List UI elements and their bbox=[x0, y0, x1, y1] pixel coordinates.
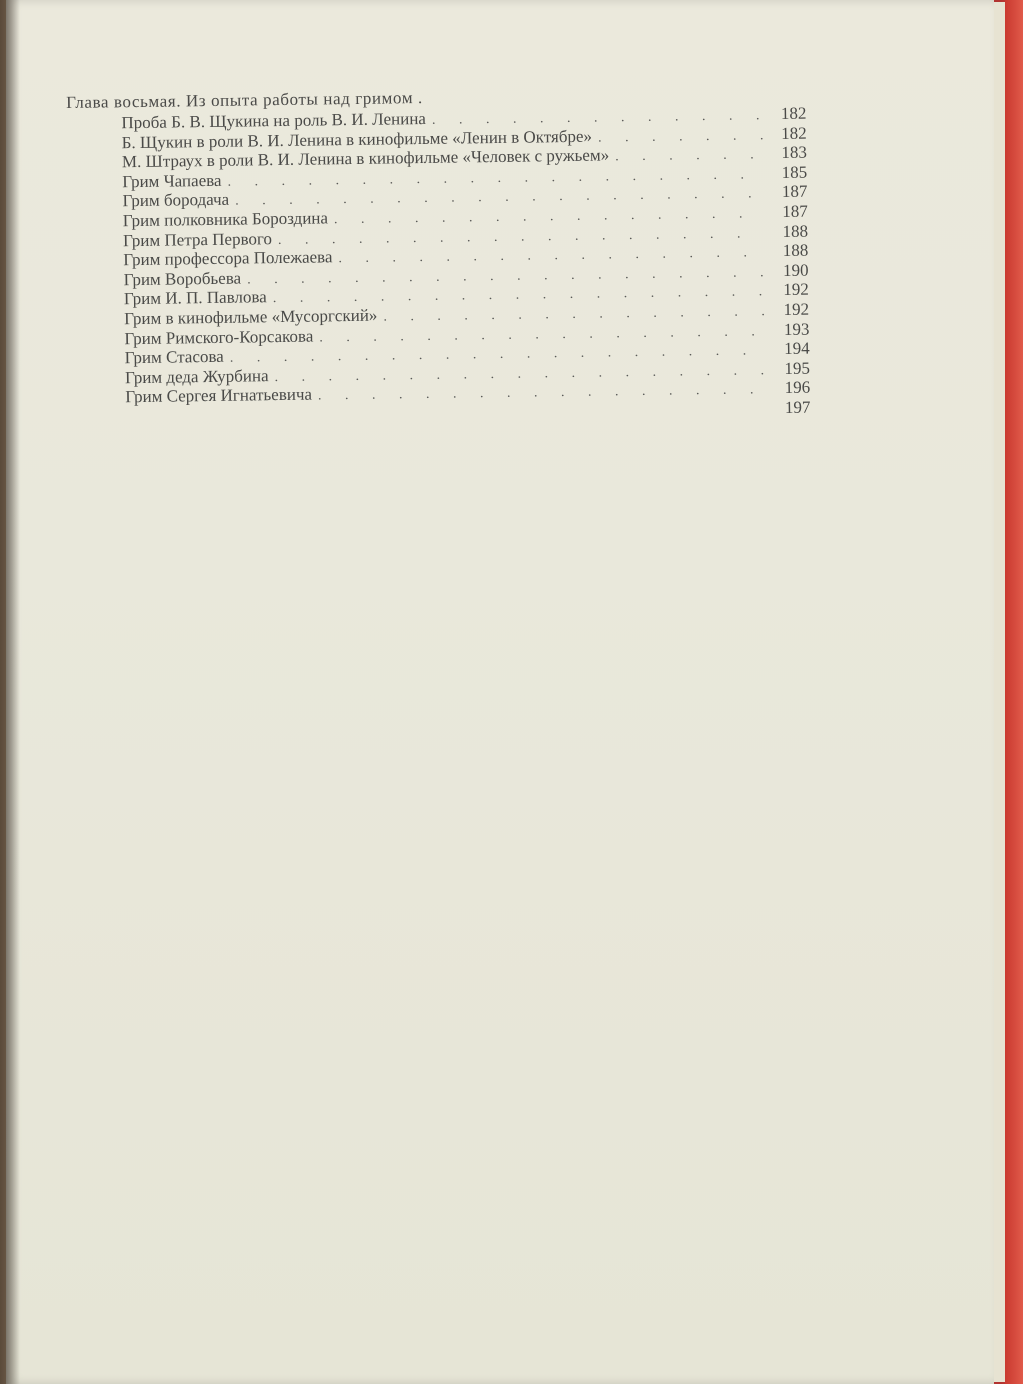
toc-entry-label: Грим в кинофильме «Мусоргский» bbox=[124, 305, 378, 329]
toc-entry-label: Грим полковника Бороздина bbox=[122, 208, 329, 231]
toc-entry-page: 182 bbox=[780, 103, 807, 124]
toc-entry-label: Грим профессора Полежаева bbox=[123, 247, 333, 270]
toc-entry-page: 188 bbox=[782, 221, 809, 241]
toc-entry-page: 188 bbox=[782, 240, 809, 261]
toc-entry-page: 193 bbox=[783, 319, 810, 339]
toc-entry-label: Грим Воробьева bbox=[123, 268, 242, 289]
toc-entry-page: 182 bbox=[781, 123, 807, 143]
toc-entry-page: 185 bbox=[781, 162, 808, 182]
toc-entry-label: Грим И. П. Павлова bbox=[123, 287, 267, 309]
book-page bbox=[6, 0, 994, 1384]
toc-entry-label: Грим Стасова bbox=[124, 346, 224, 368]
toc-entry-label: М. Штраух в роли В. И. Ленина в кинофильме «Человек с ружьем» bbox=[121, 145, 610, 172]
toc-entry-label: Грим Чапаева bbox=[122, 170, 222, 192]
toc-entry-page: 195 bbox=[784, 358, 811, 378]
toc-entry-page: 190 bbox=[782, 260, 809, 280]
toc-entry-label: Б. Щукин в роли В. И. Ленина в кинофильме «Ленин в Октябре» bbox=[121, 126, 593, 152]
toc-entry-page: 187 bbox=[782, 201, 808, 221]
toc-entry-label: Грим Петра Первого bbox=[122, 228, 273, 250]
toc-entry-label: Грим деда Журбина bbox=[124, 365, 269, 387]
toc-entry-page: 187 bbox=[781, 182, 808, 202]
toc-entry-page: 194 bbox=[784, 338, 810, 359]
spine-shadow bbox=[6, 0, 20, 1384]
table-of-contents bbox=[66, 82, 811, 428]
toc-entry-page: 192 bbox=[783, 299, 810, 319]
toc-entry-page: 192 bbox=[783, 279, 809, 300]
toc-entry-page: 197 bbox=[784, 397, 811, 417]
toc-entry-label: Грим Сергея Игнатьевича bbox=[125, 384, 313, 407]
toc-entry-label: Грим Римского-Корсакова bbox=[124, 326, 314, 348]
toc-entry-page: 183 bbox=[781, 142, 808, 163]
toc-entry-label: Грим бородача bbox=[122, 190, 230, 211]
book-cover-edge bbox=[1005, 0, 1023, 1384]
chapter-heading: Глава восьмая. Из опыта работы над гримом . bbox=[66, 88, 423, 112]
toc-entry-page: 196 bbox=[784, 377, 811, 398]
toc-entry-label: Проба Б. В. Щукина на роль В. И. Ленина bbox=[121, 108, 427, 133]
